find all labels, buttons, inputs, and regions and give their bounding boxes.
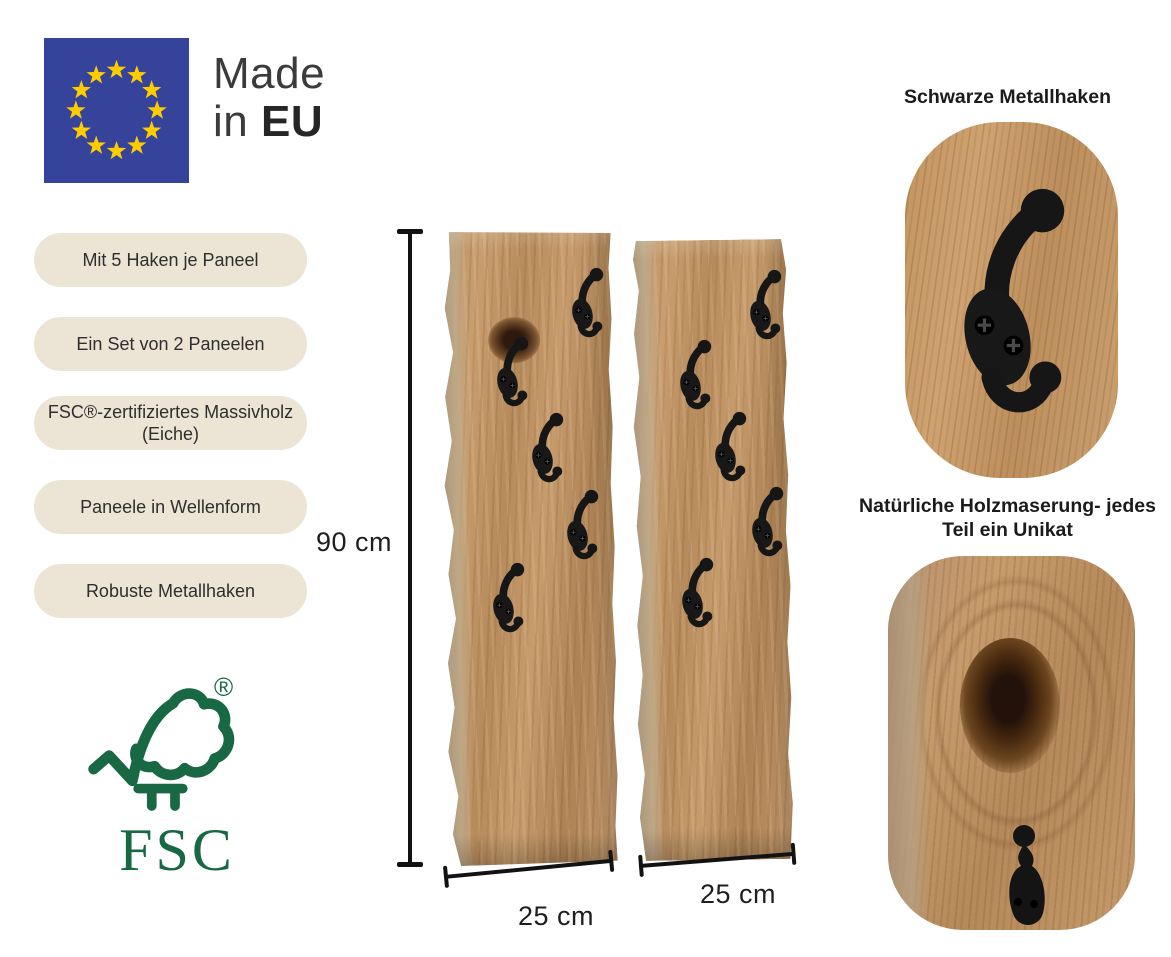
feature-pill-wave [34, 480, 307, 534]
coat-hook-top-view-icon [988, 824, 1058, 930]
fsc-wordmark: FSC [119, 817, 235, 883]
feature-pill-hooks [34, 233, 307, 287]
feature-pill-label-line2: (Eiche) [141, 424, 199, 444]
feature-pill-label: Robuste Metallhaken [85, 581, 256, 601]
wood-knot [960, 638, 1060, 773]
coat-hook-icon [494, 336, 530, 408]
feature-pill-metal [34, 564, 307, 618]
hook-closeup-image [905, 122, 1118, 478]
coat-hook-icon [564, 489, 600, 561]
detail-title-line: Schwarze Metallhaken [904, 86, 1111, 108]
coat-hook-icon [954, 186, 1070, 418]
detail-title-grain [855, 494, 1160, 542]
feature-pill-label: Ein Set von 2 Paneelen [76, 334, 265, 354]
coat-hook-icon [712, 411, 748, 483]
coat-hook-icon [569, 267, 605, 339]
in-word: in [213, 97, 249, 146]
height-dimension-line [397, 229, 423, 867]
feature-pill-label: Paneele in Wellenform [80, 497, 261, 517]
feature-pill-fsc [34, 396, 307, 450]
detail-title-line: Teil ein Unikat [942, 519, 1073, 541]
coat-hook-icon [490, 562, 526, 634]
feature-pill-label-line1: FSC®-zertifiziertes Massivholz [47, 402, 294, 422]
made-word: Made [213, 49, 326, 98]
height-dimension-label: 90 cm [316, 527, 393, 557]
made-in-eu-label [213, 38, 325, 183]
made-in-eu-badge [44, 38, 325, 183]
fsc-registered-mark: ® [214, 672, 234, 702]
wood-grain-closeup-image [888, 556, 1135, 930]
detail-title-line: Natürliche Holzmaserung- jedes [859, 495, 1156, 517]
coat-hook-icon [677, 339, 713, 411]
detail-title-hooks [885, 85, 1130, 109]
coat-hook-icon [749, 486, 785, 558]
panel1-width-dimension-label: 25 cm [518, 901, 595, 931]
coat-hook-icon [747, 269, 783, 341]
panel2-width-dimension-label: 25 cm [700, 879, 777, 909]
feature-pill-label: Mit 5 Haken je Paneel [82, 250, 259, 270]
fsc-logo [80, 664, 260, 894]
eu-flag-icon [44, 38, 189, 183]
coat-hook-icon [679, 557, 715, 629]
coat-hook-icon [529, 412, 565, 484]
feature-pill-set [34, 317, 307, 371]
eu-word: EU [260, 97, 324, 146]
